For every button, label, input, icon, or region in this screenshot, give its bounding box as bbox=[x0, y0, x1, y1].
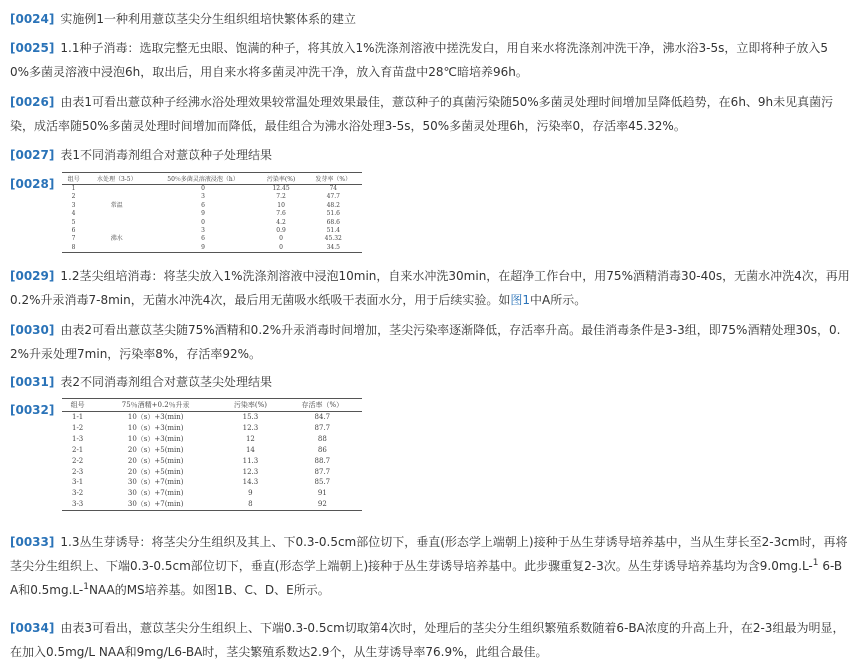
paragraph-number: [0027] bbox=[10, 148, 55, 162]
table-cell: 92 bbox=[283, 499, 362, 510]
table-cell: 2 bbox=[71, 193, 76, 201]
table-header-row bbox=[62, 173, 362, 185]
paragraph-text: 1.1种子消毒：选取完整无虫眼、饱满的种子，将其放入1%洗涤剂溶液中搓洗发白，用自来水将洗涤剂冲洗干净，沸水浴3-5s，立即将种子放入5 bbox=[60, 41, 828, 55]
paragraph-text: 由表2可看出薏苡茎尖随75%酒精和0.2%升汞消毒时间增加，茎尖污染率逐渐降低，存活率升高。最佳消毒条件是3-3组，即75%酒精处理30s，0. bbox=[60, 323, 841, 337]
superscript: 1 bbox=[812, 558, 819, 568]
table-cell: 0 bbox=[258, 244, 305, 253]
table-row bbox=[62, 227, 362, 235]
paragraph-text: 1.2茎尖组培消毒：将茎尖放入1%洗涤剂溶液中浸泡10min，自来水冲洗30min，在超净工作台中，用75%酒精消毒30-40s，无菌水冲洗4次，再用 bbox=[60, 269, 850, 283]
table-cell: 30（s）+7(min) bbox=[127, 478, 184, 487]
table-cell: 68.6 bbox=[326, 218, 340, 226]
table-cell: 91 bbox=[317, 489, 327, 498]
table-row bbox=[62, 185, 362, 194]
column-header: 75％酒精+0.2％升汞 bbox=[93, 399, 218, 412]
column-header: 污染率(%) bbox=[218, 399, 282, 412]
table-cell: 51.6 bbox=[326, 210, 340, 218]
paragraph-number: [0029] bbox=[10, 269, 55, 283]
table-cell: 15.3 bbox=[242, 413, 259, 421]
table-cell: 7.2 bbox=[276, 193, 286, 201]
table-row bbox=[62, 412, 362, 423]
table-cell: 6 bbox=[201, 201, 205, 209]
paragraph-number: [0034] bbox=[10, 621, 55, 635]
table-cell bbox=[85, 244, 148, 253]
paragraph-text: 由表3可看出，薏苡茎尖分生组织上、下端0.3-0.5cm切取第4次时，处理后的茎尖分生组织繁殖系数随着6-BA浓度的升高上升，在2-3组最为明显， bbox=[60, 621, 845, 635]
seed-disinfection-table bbox=[62, 172, 362, 253]
paragraph-0026 bbox=[10, 90, 850, 138]
paragraph-number: [0024] bbox=[10, 12, 55, 26]
table-cell: 20（s）+5(min) bbox=[127, 467, 184, 476]
table-cell: 11.3 bbox=[242, 456, 259, 465]
table-cell: 3-3 bbox=[62, 499, 93, 510]
table-cell bbox=[85, 185, 148, 194]
table-cell: 3 bbox=[201, 193, 205, 201]
table-1-image bbox=[62, 172, 362, 253]
table-row bbox=[62, 477, 362, 488]
table-cell: 86 bbox=[317, 445, 327, 454]
table-cell: 8 bbox=[218, 499, 282, 510]
paragraph-0033 bbox=[10, 530, 850, 602]
table-cell: 4.2 bbox=[276, 218, 286, 226]
paragraph-0031 bbox=[10, 370, 850, 394]
table-cell bbox=[85, 219, 148, 227]
table-cell: 30（s）+7(min) bbox=[127, 489, 184, 498]
paragraph-0025 bbox=[10, 36, 850, 84]
table-row bbox=[62, 434, 362, 445]
column-header: 50％多菌灵溶液浸泡（h） bbox=[148, 173, 257, 185]
paragraph-text: 实施例1一种利用薏苡茎尖分生组织组培快繁体系的建立 bbox=[60, 12, 357, 26]
table-row bbox=[62, 456, 362, 467]
column-header: 发芽率（%） bbox=[305, 173, 362, 185]
paragraph-text: 由表1可看出薏苡种子经沸水浴处理效果较常温处理效果最佳，薏苡种子的真菌污染随50%多菌灵处理时间增加呈降低趋势，在6h、9h未见真菌污 bbox=[60, 95, 834, 109]
table-row bbox=[62, 219, 362, 227]
table-caption: 表2不同消毒剂组合对薏苡茎尖处理结果 bbox=[60, 375, 273, 389]
table-cell: 47.7 bbox=[326, 193, 340, 201]
table-row bbox=[62, 202, 362, 210]
table-row bbox=[62, 235, 362, 243]
table-cell: 14 bbox=[245, 445, 255, 454]
table-cell: 87.7 bbox=[314, 423, 331, 432]
table-cell: 常温 bbox=[110, 201, 123, 209]
table-cell: 2-1 bbox=[71, 445, 84, 454]
table-cell: 2-2 bbox=[71, 456, 84, 465]
table-cell: 0.9 bbox=[276, 227, 286, 235]
table-row bbox=[62, 210, 362, 218]
table-cell: 沸水 bbox=[110, 235, 123, 243]
paragraph-number: [0025] bbox=[10, 41, 55, 55]
paragraph-text: A和0.5mg.L- bbox=[10, 583, 84, 597]
table-cell: 10（s）+3(min) bbox=[127, 423, 184, 432]
table-cell: 30（s）+7(min) bbox=[93, 499, 218, 510]
table-cell: 88.7 bbox=[314, 456, 331, 465]
table-cell: 10 bbox=[277, 201, 285, 209]
table-cell: 6 bbox=[71, 227, 76, 235]
figure-1-link[interactable]: 图1 bbox=[510, 293, 530, 307]
paragraph-text: 0%多菌灵溶液中浸泡6h，取出后，用自来水将多菌灵冲洗干净，放入育苗盘中28℃暗培养96h。 bbox=[10, 65, 528, 79]
paragraph-number: [0028] bbox=[10, 177, 55, 191]
table-caption: 表1不同消毒剂组合对薏苡种子处理结果 bbox=[60, 148, 273, 162]
paragraph-0030 bbox=[10, 318, 850, 366]
table-cell: 2-3 bbox=[71, 467, 84, 476]
paragraph-0024 bbox=[10, 7, 850, 31]
table-cell: 45.32 bbox=[324, 235, 342, 243]
table-row bbox=[62, 488, 362, 499]
paragraph-text: 在加入0.5mg/L NAA和9mg/L6-BA时，茎尖繁殖系数达2.9个，从生芽诱导率76.9%，此组合最佳。 bbox=[10, 645, 548, 659]
table-cell: 12 bbox=[245, 434, 255, 443]
column-header: 存活率（%） bbox=[283, 399, 362, 412]
paragraph-text: 6-B bbox=[818, 559, 843, 573]
table-cell: 84.7 bbox=[314, 413, 331, 421]
table-cell: 9 bbox=[248, 489, 253, 498]
table-cell: 34.5 bbox=[305, 244, 362, 253]
table-cell: 12.3 bbox=[242, 467, 259, 476]
paragraph-number: [0033] bbox=[10, 535, 55, 549]
table-cell: 0 bbox=[201, 218, 205, 226]
table-cell: 4 bbox=[71, 210, 76, 218]
table-cell: 6 bbox=[201, 235, 205, 243]
table-cell: 10（s）+3(min) bbox=[127, 413, 184, 421]
table-row bbox=[62, 244, 362, 253]
table-cell: 8 bbox=[62, 244, 85, 253]
table-cell: 3 bbox=[71, 201, 76, 209]
paragraph-text: 2%升汞处理7min，污染率8%，存活率92%。 bbox=[10, 347, 262, 361]
table-cell: 85.7 bbox=[314, 478, 331, 487]
table-cell: 74 bbox=[329, 185, 338, 192]
superscript: 1 bbox=[83, 582, 89, 592]
table-cell: 7 bbox=[71, 235, 76, 243]
table-cell: 9 bbox=[148, 244, 257, 253]
table-cell: 0 bbox=[279, 235, 283, 243]
table-cell bbox=[85, 210, 148, 218]
table-cell: 3-1 bbox=[71, 478, 84, 487]
table-cell: 87.7 bbox=[314, 467, 331, 476]
stem-tip-disinfection-table bbox=[62, 398, 362, 511]
table-row bbox=[62, 423, 362, 434]
table-header-row bbox=[62, 399, 362, 412]
table-row bbox=[62, 445, 362, 456]
table-cell: 3-2 bbox=[71, 489, 84, 498]
paragraph-text: 1.3丛生芽诱导：将茎尖分生组织及其上、下0.3-0.5cm部位切下，垂直(形态学上端朝上)接种于丛生芽诱导培养基中，当从生芽长至2-3cm时，再将 bbox=[60, 535, 848, 549]
table-cell: 12.3 bbox=[242, 423, 259, 432]
table-cell: 14.3 bbox=[242, 478, 259, 487]
column-header: 组号 bbox=[62, 399, 93, 412]
table-cell: 12.45 bbox=[272, 185, 290, 192]
table-cell: 9 bbox=[201, 210, 205, 218]
table-cell: 10（s）+3(min) bbox=[127, 434, 184, 443]
column-header: 污染率(%) bbox=[258, 173, 305, 185]
paragraph-text: 中A所示。 bbox=[530, 293, 587, 307]
paragraph-text: NAA的MS培养基。如图1B、C、D、E所示。 bbox=[88, 583, 330, 597]
column-header: 水处理（3-5） bbox=[85, 173, 148, 185]
paragraph-number: [0032] bbox=[10, 403, 55, 417]
paragraph-text: 染，成活率随50%多菌灵处理时间增加而降低，最佳组合为沸水浴处理3-5s，50%多菌灵处理6h，污染率0，存活率45.32%。 bbox=[10, 119, 686, 133]
table-cell: 20（s）+5(min) bbox=[127, 445, 184, 454]
paragraph-0034 bbox=[10, 616, 850, 664]
paragraph-text: 0.2%升汞消毒7-8min，无菌水冲洗4次，最后用无菌吸水纸吸干表面水分，用于后续实验。如 bbox=[10, 293, 511, 307]
table-cell: 51.4 bbox=[326, 227, 340, 235]
table-row bbox=[62, 467, 362, 478]
table-cell: 0 bbox=[201, 185, 205, 192]
table-cell: 1-3 bbox=[71, 434, 84, 443]
table-cell: 1-2 bbox=[71, 423, 84, 432]
column-header: 组号 bbox=[62, 173, 85, 185]
table-cell: 48.2 bbox=[326, 201, 340, 209]
table-cell: 88 bbox=[317, 434, 327, 443]
table-cell: 20（s）+5(min) bbox=[127, 456, 184, 465]
table-row bbox=[62, 499, 362, 510]
table-cell: 1 bbox=[71, 185, 76, 192]
table-cell: 7.6 bbox=[276, 210, 286, 218]
paragraph-number: [0030] bbox=[10, 323, 55, 337]
table-cell bbox=[85, 193, 148, 201]
paragraph-0029 bbox=[10, 264, 850, 312]
table-cell: 5 bbox=[71, 218, 76, 226]
paragraph-number: [0031] bbox=[10, 375, 55, 389]
table-cell: 3 bbox=[201, 227, 205, 235]
table-row bbox=[62, 193, 362, 201]
paragraph-number: [0026] bbox=[10, 95, 55, 109]
paragraph-0027 bbox=[10, 143, 850, 167]
paragraph-text: 茎尖分生组织上、下端0.3-0.5cm部位切下，垂直(形态学上端朝上)接种于丛生芽诱导培养基中。此步骤重复2-3次。丛生芽诱导培养基均为含9.0mg.L- bbox=[10, 559, 813, 573]
table-2-image bbox=[62, 398, 362, 511]
table-cell: 1-1 bbox=[71, 413, 84, 421]
